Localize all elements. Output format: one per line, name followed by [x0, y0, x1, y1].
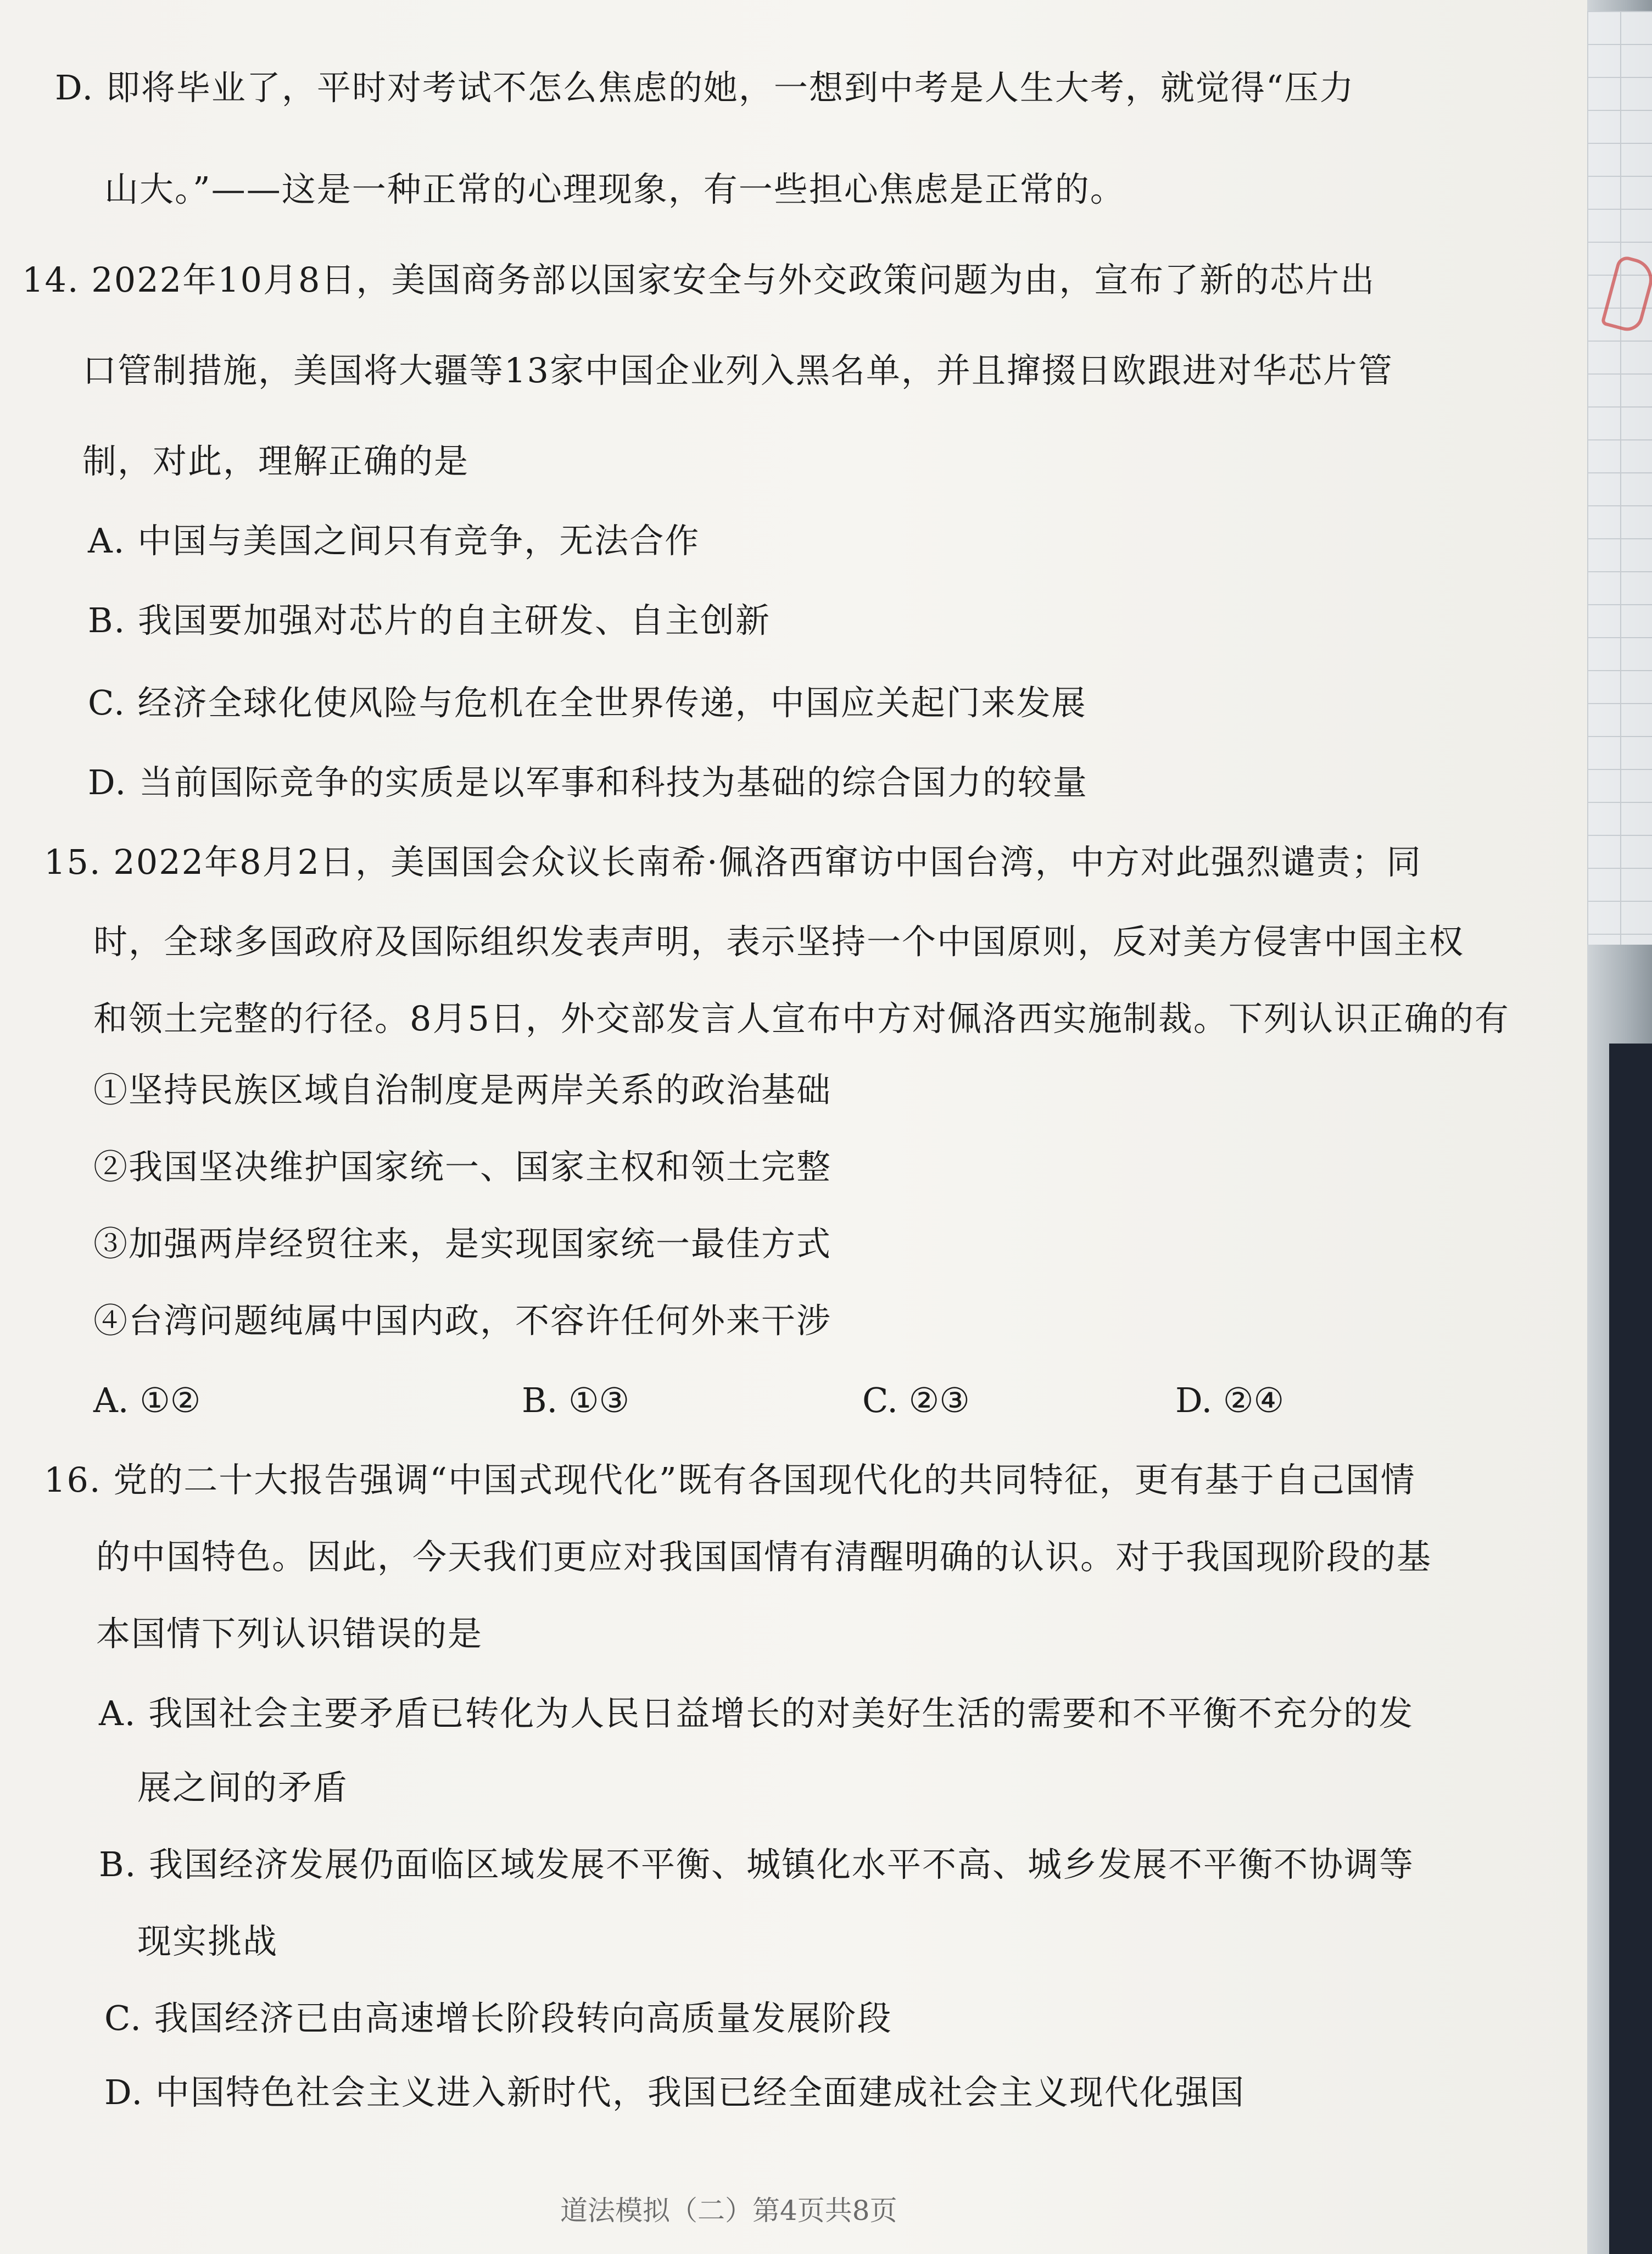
q15-statement-4: ④台湾问题纯属中国内政，不容许任何外来干涉 — [93, 1301, 832, 1341]
q16-option-b: B. 我国经济发展仍面临区域发展不平衡、城镇化水平不高、城乡发展不平衡不协调等 — [99, 1844, 1414, 1884]
q14-option-c: C. 经济全球化使风险与危机在全世界传递，中国应关起门来发展 — [88, 683, 1087, 723]
q13-option-d: D. 即将毕业了，平时对考试不怎么焦虑的她，一想到中考是人生大考，就觉得“压力 — [55, 68, 1355, 108]
q16-option-b-cont: 现实挑战 — [137, 1921, 278, 1961]
q14-option-b: B. 我国要加强对芯片的自主研发、自主创新 — [88, 600, 771, 640]
q15-statement-2: ②我国坚决维护国家统一、国家主权和领土完整 — [93, 1147, 832, 1187]
q15-statement-3: ③加强两岸经贸往来，是实现国家统一最佳方式 — [93, 1224, 832, 1264]
q14-stem-cont2: 制，对此，理解正确的是 — [82, 441, 470, 481]
grid-paper-background — [1587, 11, 1652, 945]
dark-background-fabric — [1609, 1044, 1652, 2254]
q15-statement-1: ①坚持民族区域自治制度是两岸关系的政治基础 — [93, 1070, 832, 1110]
q15-stem-cont: 时，全球多国政府及国际组织发表声明，表示坚持一个中国原则，反对美方侵害中国主权 — [93, 922, 1465, 962]
q13-option-d-cont: 山大。”——这是一种正常的心理现象，有一些担心焦虑是正常的。 — [104, 169, 1125, 209]
q16-option-d: D. 中国特色社会主义进入新时代，我国已经全面建成社会主义现代化强国 — [104, 2072, 1245, 2112]
q14-option-d: D. 当前国际竞争的实质是以军事和科技为基础的综合国力的较量 — [88, 762, 1088, 802]
q14-option-a: A. 中国与美国之间只有竞争，无法合作 — [88, 521, 700, 561]
q16-option-a-cont: 展之间的矛盾 — [137, 1767, 349, 1807]
q14-stem-cont: 口管制措施，美国将大疆等13家中国企业列入黑名单，并且撺掇日欧跟进对华芯片管 — [82, 350, 1393, 390]
q16-option-a: A. 我国社会主要矛盾已转化为人民日益增长的对美好生活的需要和不平衡不充分的发 — [99, 1693, 1414, 1733]
q14-stem: 14. 2022年10月8日，美国商务部以国家安全与外交政策问题为由，宣布了新的芯片出 — [22, 260, 1376, 300]
q15-stem: 15. 2022年8月2日，美国国会众议长南希·佩洛西窜访中国台湾，中方对此强烈谴责；同 — [44, 842, 1422, 882]
q16-stem-cont2: 本国情下列认识错误的是 — [96, 1614, 483, 1654]
q16-option-c: C. 我国经济已由高速增长阶段转向高质量发展阶段 — [104, 1998, 892, 2038]
q16-stem: 16. 党的二十大报告强调“中国式现代化”既有各国现代化的共同特征，更有基于自己国情 — [44, 1460, 1416, 1500]
q15-option-b: B. ①③ — [522, 1380, 630, 1420]
q15-option-a: A. ①② — [93, 1380, 201, 1420]
q15-option-d: D. ②④ — [1175, 1380, 1285, 1420]
q15-option-c: C. ②③ — [862, 1380, 970, 1420]
page-footer: 道法模拟（二）第4页共8页 — [560, 2195, 897, 2227]
q16-stem-cont: 的中国特色。因此，今天我们更应对我国国情有清醒明确的认识。对于我国现阶段的基 — [96, 1537, 1432, 1577]
q15-stem-cont2: 和领土完整的行径。8月5日，外交部发言人宣布中方对佩洛西实施制裁。下列认识正确的有 — [93, 998, 1510, 1039]
